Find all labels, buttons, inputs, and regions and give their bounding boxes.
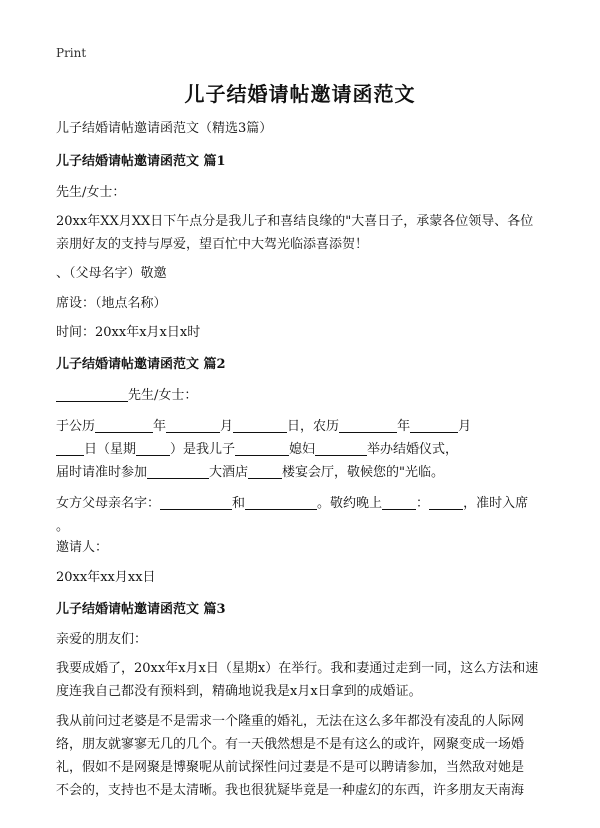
blank-line — [248, 464, 282, 479]
section-1-salutation: 先生/女士： — [56, 185, 126, 200]
subtitle: 儿子结婚请帖邀请函范文（精选3篇） — [56, 121, 273, 136]
text: 年 — [397, 419, 411, 434]
blank-line — [235, 441, 289, 456]
text: 月 — [458, 419, 472, 434]
blank-line — [339, 418, 397, 433]
section-2-line-1 — [56, 415, 556, 438]
print-label[interactable]: Print — [56, 46, 87, 60]
blank-line — [160, 495, 232, 510]
blank-line — [56, 441, 84, 456]
section-3-p2-line-1: 我从前问过老婆是不是需求一个隆重的婚礼，无法在这么多年都没有凌乱的人际网 — [56, 714, 525, 729]
section-3-p2-line-4: 不会的，支持也不是太清晰。我也很犹疑毕竟是一种虚幻的东西，许多朋友天南海 — [56, 783, 525, 798]
text: 女方父母亲名字： — [56, 496, 161, 511]
text: 媳妇 — [289, 442, 316, 457]
section-1-time: 时间：20xx年x月x日x时 — [56, 325, 201, 340]
blank-line — [147, 464, 209, 479]
text: 举办结婚仪式， — [367, 442, 459, 457]
blank-line — [95, 418, 153, 433]
text: ： — [416, 496, 430, 511]
blank-line — [233, 418, 287, 433]
blank-line — [315, 441, 367, 456]
section-3-salutation: 亲爱的朋友们： — [56, 632, 148, 647]
text: 于公历 — [56, 419, 96, 434]
text: 年 — [153, 419, 167, 434]
blank-line — [166, 418, 220, 433]
section-1-heading: 儿子结婚请帖邀请函范文 篇1 — [56, 154, 226, 169]
page-title: 儿子结婚请帖邀请函范文 — [184, 82, 416, 106]
text: 日（星期 — [84, 442, 137, 457]
section-3-paragraph-1: 我要成婚了，20xx年x月x日（星期x）在举行。我和妻通过走到一同，这么方法和速度连我自己都没有预料到，精确地说我是x月x日拿到的成婚证。 — [56, 661, 539, 699]
blank-line — [245, 495, 317, 510]
section-1-body: 20xx年XX月XX日下午点分是我儿子和喜结良缘的"大喜日子，承蒙各位领导、各位亲朋好友的支持与厚爱，望百忙中大驾光临添喜添贺！ — [56, 214, 534, 252]
section-1-sign: 、（父母名字）敬邀 — [56, 266, 167, 281]
section-3-p2-line-3: 礼，假如不是网聚是博聚呢从前试探性问过妻是不是可以聘请参加，当然敌对她是 — [56, 760, 525, 775]
text: 大酒店 — [209, 465, 249, 480]
blank-line — [382, 495, 416, 510]
blank-line — [410, 418, 458, 433]
section-2-inviter: 邀请人： — [56, 540, 109, 555]
text: 日，农历 — [287, 419, 340, 434]
section-1-venue: 席设：（地点名称） — [56, 296, 167, 311]
section-2-salutation: 先生/女士： — [128, 388, 198, 403]
text: 月 — [220, 419, 234, 434]
section-2-parents-line-end: 。 — [56, 519, 70, 534]
blank-line — [56, 387, 128, 402]
text: ）是我儿子 — [170, 442, 236, 457]
text: 届时请准时参加 — [56, 465, 148, 480]
text: 和 — [232, 496, 246, 511]
text: 。敬约晚上 — [317, 496, 383, 511]
section-3-heading: 儿子结婚请帖邀请函范文 篇3 — [56, 602, 226, 617]
section-3-p2-line-2: 络，朋友就寥寥无几的几个。有一天俄然想是不是有这么的或许，网聚变成一场婚 — [56, 737, 525, 752]
section-2-heading: 儿子结婚请帖邀请函范文 篇2 — [56, 357, 226, 372]
section-2-salutation-line — [56, 384, 556, 407]
text: ，准时入席 — [463, 496, 529, 511]
blank-line — [429, 495, 463, 510]
section-2-parents-line — [56, 492, 556, 515]
text: 楼宴会厅，敬候您的"光临。 — [282, 465, 445, 480]
section-2-line-2 — [56, 438, 556, 461]
blank-line — [136, 441, 170, 456]
section-2-date: 20xx年xx月xx日 — [56, 570, 156, 585]
section-2-line-3 — [56, 461, 556, 484]
